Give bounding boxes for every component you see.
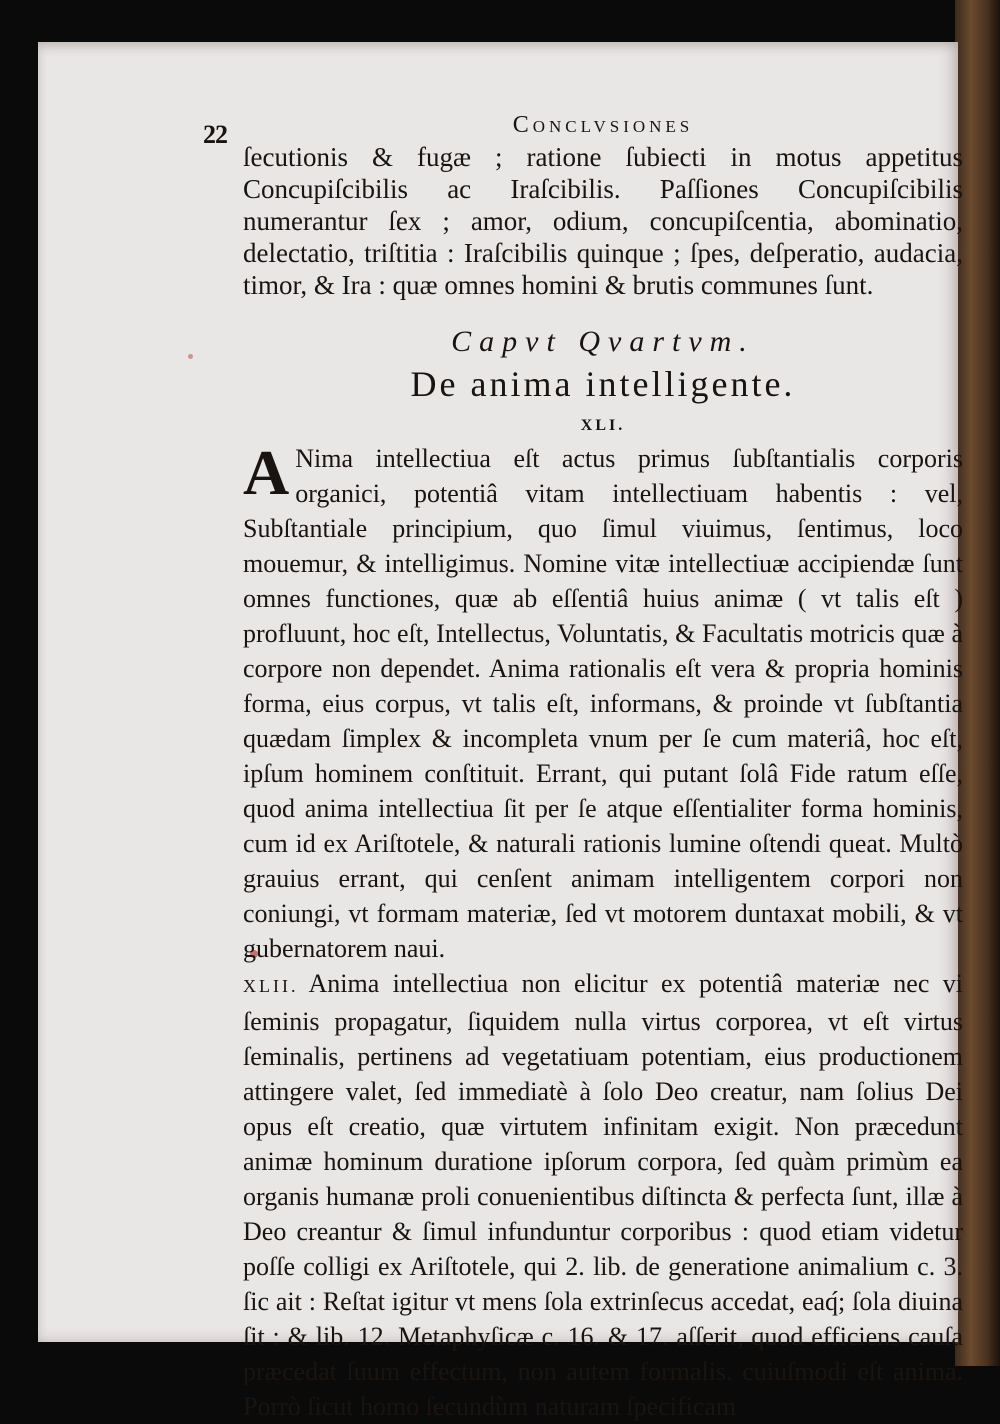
running-head: Conclvsiones [512, 112, 694, 138]
section-title: De anima intelligente. [410, 364, 796, 404]
top-paragraph: ſecutionis & fugæ ; ratione ſubiecti in motus appetitus Concupiſcibilis ac Iraſcibilis. Paſſiones Concupiſcibilis numerantur ſex ; amor, odium, concupiſcentia, abominatio, delectatio, triſtitia : Iraſcibilis quinque ; ſpes, deſperatio, audacia, timor, & Ira : quæ omnes homini & brutis communes ſunt. [243, 142, 963, 300]
book-page [38, 42, 963, 1421]
conclusion-42-text: Anima intellectiua non elicitur ex potentiâ materiæ nec vi ſeminis propagatur, ſiquidem nulla virtus corporea, vt eſt virtus ſeminalis, pertinens ad vegetatiuam potentiam, eius productionem attingere valet, ſed immediatè à ſolo Deo creatur, nam ſolius Dei opus eſt creatio, quæ virtutem infinitam exigit. Non præcedunt animæ hominum duratione ipſorum corpora, ſed quàm primùm ea organis humanæ proli conuenientibus diſtincta & perfecta ſunt, illæ à Deo creantur & ſimul infunduntur corporibus : quod etiam videtur poſſe colligi ex Ariſtotele, qui 2. lib. de generatione animalium c. 3. ſic ait : Reſtat igitur vt mens ſola extrinſecus accedat, eaq́; ſola diuina ſit : & lib. 12. Metaphyſicæ c. 16. & 17. aſſerit, quod efficiens cauſa præcedat ſuum effectum, non autem formalis. cuiuſmodi eſt anima. Porrò ſicut homo ſecundùm naturam ſpecificam [243, 969, 963, 1421]
conclusion-42-paragraph [243, 966, 963, 1424]
conclusion-41-paragraph [243, 437, 963, 966]
page-content [203, 112, 963, 1424]
chapter-title: Capvt Qvartvm. [451, 325, 755, 358]
ink-spot [188, 354, 193, 359]
page-number: 22 [203, 120, 227, 149]
conclusion-41-text: Nima intellectiua eſt actus primus ſubſtantialis corporis organici, potentiâ vitam intellectiuam habentis : vel, Subſtantiale principium, quo ſimul viuimus, ſentimus, loco mouemur, & intelligimus. Nomine vitæ intellectiuæ accipiendæ ſunt omnes functiones, quæ ab eſſentiâ huius animæ ( vt talis eſt ) profluunt, hoc eſt, Intellectus, Voluntatis, & Facultatis motricis quæ à corpore non dependet. Anima rationalis eſt vera & propria hominis forma, eius corpus, vt talis eſt, informans, & proinde vt ſubſtantia quædam ſimplex & incompleta vnum per ſe cum materiâ, hoc eſt, ipſum hominem conſtituit. Errant, qui putant ſolâ Fide ratum eſſe, quod anima intellectiua ſit per ſe atque eſſentialiter forma hominis, cum id ex Ariſtotele, & naturali rationis lumine oſtendi queat. Multò grauius errant, qui cenſent animam intelligentem corpori non coniungi, vt formam materiæ, ſed vt motorem duntaxat mobili, & vt gubernatorem naui. [243, 444, 963, 963]
conclusion-number: XLI. [580, 417, 626, 434]
conclusion-number: XLII. [243, 976, 299, 996]
drop-cap: A [243, 437, 290, 508]
